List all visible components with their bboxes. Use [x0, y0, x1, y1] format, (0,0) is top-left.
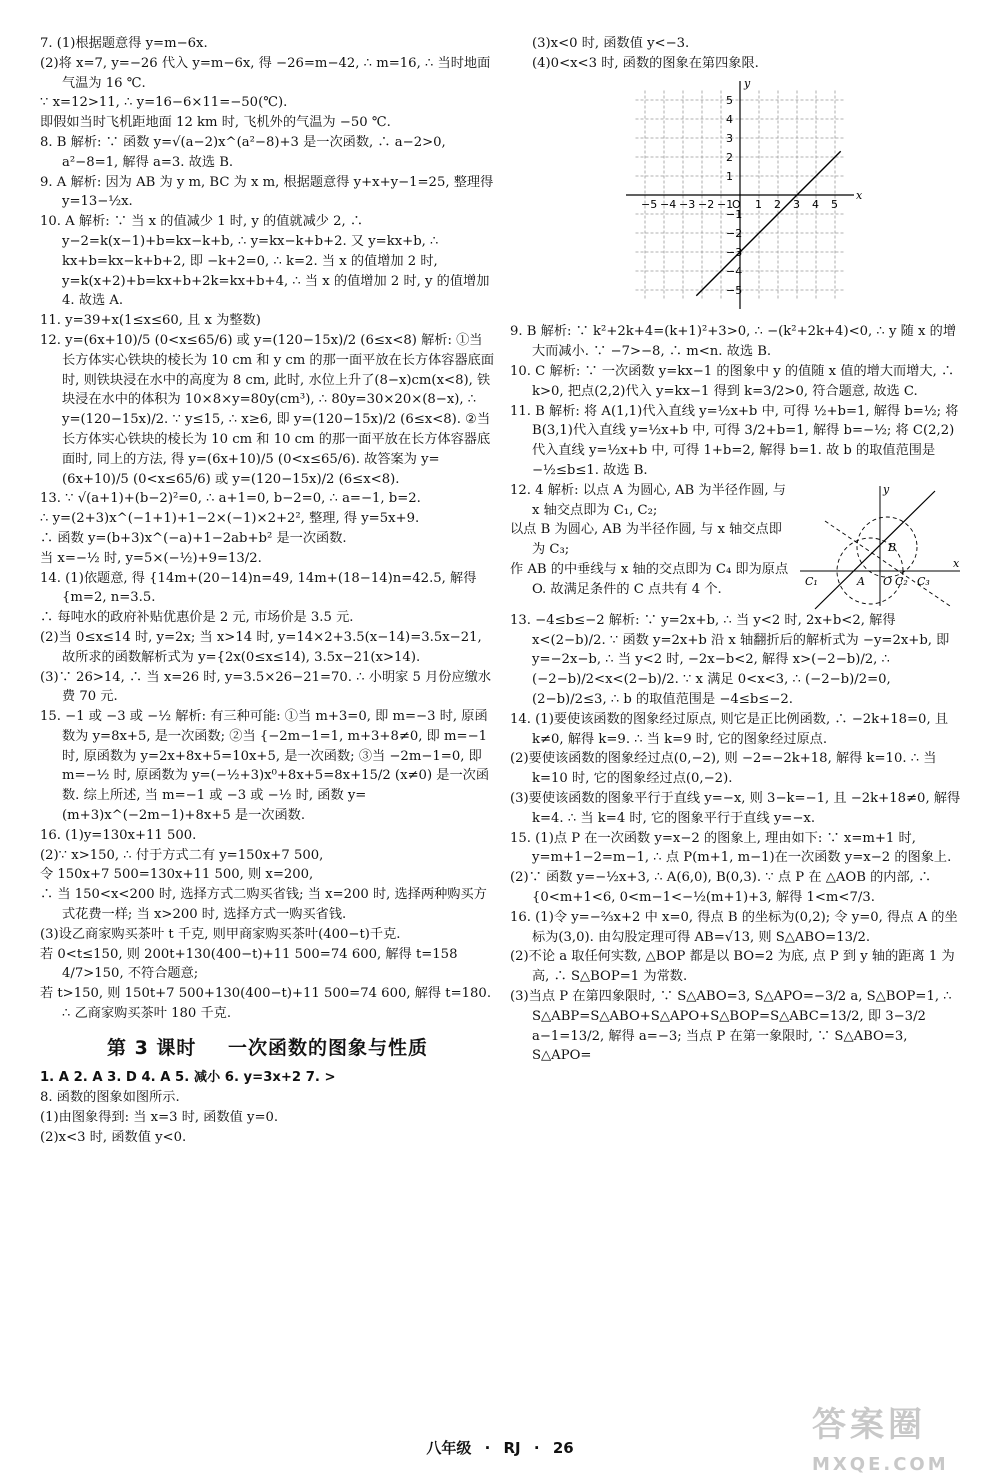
q8b-line: 8. 函数的图象如图所示. — [40, 1090, 180, 1106]
q12-line: 12. 4 解析: 以点 A 为圆心, AB 为半径作圆, 与 x 轴交点即为 C₁, C₂; — [510, 482, 786, 518]
footer-dot: · — [533, 1439, 540, 1457]
y-tick-label: −2 — [726, 226, 743, 240]
q13-right: 13. −4≤b≤−2 解析: ∵ y=2x+b, ∴ 当 y<2 时, 2x+b<2, 解得 x<(2−b)/2. ∵ 函数 y=2x+b 沿 x 轴翻折后的解析式为 −y=2x+b, 即 y=−2x−b, ∴ 当 y<2 时, −2x−b<2, 解得 x>(−2−b)/2, ∴ (−2−b)/2<x<(2−b)/2. ∵ x 满足 0<x<3, ∴ (−2−b)/2=0, (2−b)/2≤3, ∴ b 的取值范围是 −4≤b≤−2. — [510, 612, 950, 707]
x-tick-label: −5 — [641, 197, 658, 211]
q15-line: 15. (1)点 P 在一次函数 y=x−2 的图象上, 理由如下: ∵ x=m+1 时, y=m+1−2=m−1, ∴ 点 P(m+1, m−1)在一次函数 y=x−2 的图象上. — [510, 830, 952, 866]
q14 — [40, 569, 495, 708]
y-tick-label: 5 — [726, 93, 733, 107]
point-c2-label: C₂ — [895, 574, 908, 588]
footer-grade: 八年级 — [426, 1439, 472, 1457]
q16-line: 若 t>150, 则 150t+7 500+130(400−t)+11 500=74 600, 解得 t=180. ∴ 乙商家购买茶叶 180 千克. — [40, 986, 492, 1022]
q16-line: 若 0<t≤150, 则 200t+130(400−t)+11 500=74 600, 解得 t=158 4/7>150, 不符合题意; — [40, 946, 458, 982]
x-tick-label: O — [732, 197, 741, 211]
y-tick-label: −1 — [726, 207, 743, 221]
q7-line: 即假如当时飞机距地面 12 km 时, 飞机外的气温为 −50 ℃. — [40, 115, 391, 131]
q8-cont-line: (3)x<0 时, 函数值 y<−3. — [532, 36, 690, 51]
lesson-title: 一次函数的图象与性质 — [228, 1036, 429, 1059]
y-tick-label: 4 — [726, 112, 733, 126]
circle-b — [857, 517, 917, 577]
q16-line: 16. (1)y=130x+11 500. — [40, 827, 197, 843]
q8b — [40, 1088, 495, 1147]
origin-label: O — [883, 574, 893, 588]
footer-page: 26 — [552, 1439, 574, 1457]
q10: 10. A 解析: ∵ 当 x 的值减少 1 时, y 的值就减少 2, ∴ y−2=k(x−1)+b=kx−k+b, ∴ y=kx−k+b+2. 又 y=kx+b, ∴ kx+b=kx−k+b+2, 即 −k+2=0, ∴ k=2. 当 x 的值增加 2 时, y=k(x+2)+b=kx+b+2k=kx+b+4, ∴ 当 x 的值增加 2 时, y 的值增加 4. 故选 A. — [40, 214, 490, 309]
q14-line: (3)要使该函数的图象平行于直线 y=−x, 则 3−k=−1, 且 −2k+18≠0, 解得 k=4. ∴ 当 k=4 时, 它的图象平行于直线 y=−x. — [510, 790, 961, 826]
x-tick-label: 2 — [774, 197, 781, 211]
q13 — [40, 489, 495, 568]
q12-line: 作 AB 的中垂线与 x 轴的交点即为 C₄ 即为原点 O. 故满足条件的 C 点共有 4 个. — [510, 561, 789, 597]
y-tick-label: 3 — [726, 131, 733, 145]
q14-line: (3)∵ 26>14, ∴ 当 x=26 时, y=3.5×26−21=70. ∴ 小明家 5 月份应缴水费 70 元. — [40, 669, 492, 705]
x-tick-label: −2 — [698, 197, 715, 211]
circle-construction-figure — [795, 481, 965, 611]
q16-line: (2)∵ x>150, ∴ 付于方式二有 y=150x+7 500, — [40, 847, 324, 863]
y-axis-label: y — [883, 482, 890, 496]
perpendicular-bisector — [825, 521, 950, 606]
q13-line: 当 x=−½ 时, y=5×(−½)+9=13/2. — [40, 550, 262, 566]
q15-right — [510, 829, 965, 908]
x-axis-label: x — [856, 188, 863, 202]
watermark-logo — [812, 1400, 982, 1475]
q12-right — [510, 481, 795, 611]
q16-line: (2)不论 a 取任何实数, △BOP 都是以 BO=2 为底, 点 P 到 y 轴的距离 1 为高, ∴ S△BOP=1 为常数. — [510, 949, 955, 985]
q9: 9. A 解析: 因为 AB 为 y m, BC 为 x m, 根据题意得 y+x+y−1=25, 整理得 y=13−½x. — [40, 174, 494, 210]
watermark-url: MXQE.COM — [812, 1454, 949, 1475]
y-tick-label: 2 — [726, 150, 733, 164]
point-a-label: A — [857, 574, 865, 588]
q14-line: (2)要使该函数的图象经过点(0,−2), 则 −2=−2k+18, 解得 k=10. ∴ 当 k=10 时, 它的图象经过点(0,−2). — [510, 751, 937, 787]
function-line — [696, 151, 840, 295]
q8b-line: (1)由图象得到: 当 x=3 时, 函数值 y=0. — [40, 1109, 279, 1125]
left-column — [40, 34, 495, 1148]
q16-line: 16. (1)令 y=−⅔x+2 中 x=0, 得点 B 的坐标为(0,2); 令 y=0, 得点 A 的坐标为(3,0). 由勾股定理可得 AB=√13, 则 S△ABO=13/2. — [510, 909, 958, 945]
point-b-label: B — [888, 540, 897, 554]
q8: 8. B 解析: ∵ 函数 y=√(a−2)x^(a²−8)+3 是一次函数, ∴ a−2>0, a²−8=1, 解得 a=3. 故选 B. — [40, 134, 446, 170]
q15: 15. −1 或 −3 或 −½ 解析: 有三种可能: ①当 m+3=0, 即 m=−3 时, 原函数为 y=8x+5, 是一次函数; ②当 {−2m−1=1, m+3+8≠0, 即 m=−1 时, 原函数为 y=2x+8x+5=10x+5, 是一次函数; ③当 −2m−1=0, 即 m=−½ 时, 原函数为 y=(−½+3)x⁰+8x+5=8x+15/2 (x≠0) 是一次函数. 综上所述, 当 m=−1 或 −3 或 −½ 时, 函数 y=(m+3)x^(−2m−1)+8x+5 是一次函数. — [40, 709, 490, 824]
q15-line: (2)∵ 函数 y=−½x+3, ∴ A(6,0), B(0,3). ∵ 点 P 在 △AOB 的内部, ∴ {0<m+1<6, 0<m−1<−½(m+1)+3, 解得 1<m<7/3. — [510, 870, 932, 905]
q13-line: ∴ 函数 y=(b+3)x^(−a)+1−2ab+b² 是一次函数. — [40, 530, 347, 546]
q13-line: ∴ y=(2+3)x^(−1+1)+1−2×(−1)×2+2², 整理, 得 y=5x+9. — [40, 511, 420, 527]
q12-block — [510, 481, 965, 611]
q10-right: 10. C 解析: ∵ 一次函数 y=kx−1 的图象中 y 的值随 x 值的增大而增大, ∴ k>0, 把点(2,2)代入 y=kx−1 得到 k=3/2>0, 符合题意, 故选 C. — [510, 363, 955, 399]
q8-continued — [510, 34, 965, 74]
y-axis-label: y — [744, 76, 751, 90]
q7-line: 7. (1)根据题意得 y=m−6x. — [40, 36, 208, 51]
q14-line: ∴ 每吨水的政府补贴优惠价是 2 元, 市场价是 3.5 元. — [40, 610, 354, 626]
x-tick-label: 5 — [831, 197, 838, 211]
q16 — [40, 826, 495, 1024]
q9-right: 9. B 解析: ∵ k²+2k+4=(k+1)²+3>0, ∴ −(k²+2k+4)<0, ∴ y 随 x 的增大而减小. ∵ −7>−8, ∴ m<n. 故选 B. — [510, 324, 957, 360]
footer-dot: · — [484, 1439, 491, 1457]
point-c1-label: C₁ — [805, 574, 818, 588]
x-tick-label: 1 — [755, 197, 762, 211]
x-tick-label: 3 — [793, 197, 800, 211]
q12: 12. y=(6x+10)/5 (0<x≤65/6) 或 y=(120−15x)/2 (6≤x<8) 解析: ①当长方体实心铁块的棱长为 10 cm 和 y cm 的那一面平放在长方体容器底面时, 则铁块浸在水中的高度为 8 cm, 此时, 水位上升了(8−x)cm(x<8), 铁块浸在水中的体积为 10×8×y=80y(cm³), ∴ 80y=30×20×(8−x), ∴ y=(120−15x)/2. ∵ y≤15, ∴ x≥6, 即 y=(120−15x)/2 (6≤x<8). ②当长方体实心铁块的棱长为 10 cm 和 10 cm 的那一面平放在长方体容器底面时, 同上的方法, 得 y=(6x+10)/5 (0<x≤65/6). 故答案为 y=(6x+10)/5 (0<x≤65/6) 或 y=(120−15x)/2 (6≤x<8). — [40, 332, 495, 487]
x-tick-label: 4 — [812, 197, 819, 211]
q7-line: (2)将 x=7, y=−26 代入 y=m−6x, 得 −26=m−42, ∴ m=16, ∴ 当时地面气温为 16 ℃. — [40, 55, 491, 91]
q8b-line: (2)x<3 时, 函数值 y<0. — [40, 1129, 187, 1145]
right-column — [510, 34, 965, 1066]
y-tick-label: −3 — [726, 245, 743, 259]
q16-line: 令 150x+7 500=130x+11 500, 则 x=200, — [40, 867, 314, 883]
q16-line: ∴ 当 150<x<200 时, 选择方式二购买省钱; 当 x=200 时, 选择两种购买方式花费一样; 当 x>200 时, 选择方式一购买省钱. — [40, 887, 487, 923]
q14-line: 14. (1)依题意, 得 {14m+(20−14)n=49, 14m+(18−14)n=42.5, 解得 {m=2, n=3.5. — [40, 570, 477, 606]
q11: 11. y=39+x(1≤x≤60, 且 x 为整数) — [40, 313, 261, 329]
q14-line: (2)当 0≤x≤14 时, y=2x; 当 x>14 时, y=14×2+3.5(x−14)=3.5x−21, 故所求的函数解析式为 y={2x(0≤x≤14), 3.5x−21(x>14). — [40, 629, 482, 665]
q16-right — [510, 908, 965, 1066]
section-title — [40, 1034, 495, 1063]
q14-right — [510, 710, 965, 829]
q7-line: ∵ x=12>11, ∴ y=16−6×11=−50(℃). — [40, 95, 288, 111]
x-tick-label: −3 — [679, 197, 696, 211]
x-tick-label: −1 — [717, 197, 734, 211]
grid-graph-figure — [630, 76, 965, 317]
x-axis-label: x — [953, 556, 960, 570]
y-tick-label: −4 — [726, 264, 743, 278]
watermark-text: 答案圈 — [812, 1405, 926, 1445]
lesson-label: 第 3 课时 — [106, 1036, 197, 1059]
grid-graph — [630, 76, 863, 310]
q13-line: 13. ∵ √(a+1)+(b−2)²=0, ∴ a+1=0, b−2=0, ∴ a=−1, b=2. — [40, 491, 421, 507]
q16-line: (3)设乙商家购买茶叶 t 千克, 则甲商家购买茶叶(400−t)千克. — [40, 926, 401, 942]
q14-line: 14. (1)要使该函数的图象经过原点, 则它是正比例函数, ∴ −2k+18=0, 且 k≠0, 解得 k=9. ∴ 当 k=9 时, 它的图象经过原点. — [510, 711, 949, 747]
short-answers: 1. A 2. A 3. D 4. A 5. 减小 6. y=3x+2 7. > — [40, 1070, 336, 1086]
q8-cont-line: (4)0<x<3 时, 函数的图象在第四象限. — [532, 55, 759, 71]
footer-edition: RJ — [503, 1439, 521, 1457]
q7 — [40, 34, 495, 133]
q16-line: (3)当点 P 在第四象限时, ∵ S△ABO=3, S△APO=−3/2 a, S△BOP=1, ∴ S△ABP=S△ABO+S△APO+S△BOP=S△ABC=13/2, 即 3−3/2 a−1=13/2, 解得 a=−3; 当点 P 在第一象限时, ∵ S△ABO=3, S△APO= — [510, 988, 952, 1064]
point-c3-label: C₃ — [917, 574, 930, 588]
q12-line: 以点 B 为圆心, AB 为半径作圆, 与 x 轴交点即为 C₃; — [510, 522, 782, 558]
x-tick-label: −4 — [660, 197, 677, 211]
q11-right: 11. B 解析: 将 A(1,1)代入直线 y=½x+b 中, 可得 ½+b=1, 解得 b=½; 将 B(3,1)代入直线 y=½x+b 中, 可得 3/2+b=1, 解得 b=−½; 将 C(2,2)代入直线 y=½x+b 中, 可得 1+b=2, 解得 b=1. 故 b 的取值范围是 −½≤b≤1. 故选 B. — [510, 403, 959, 478]
y-tick-label: −5 — [726, 283, 743, 297]
y-tick-label: 1 — [726, 169, 733, 183]
